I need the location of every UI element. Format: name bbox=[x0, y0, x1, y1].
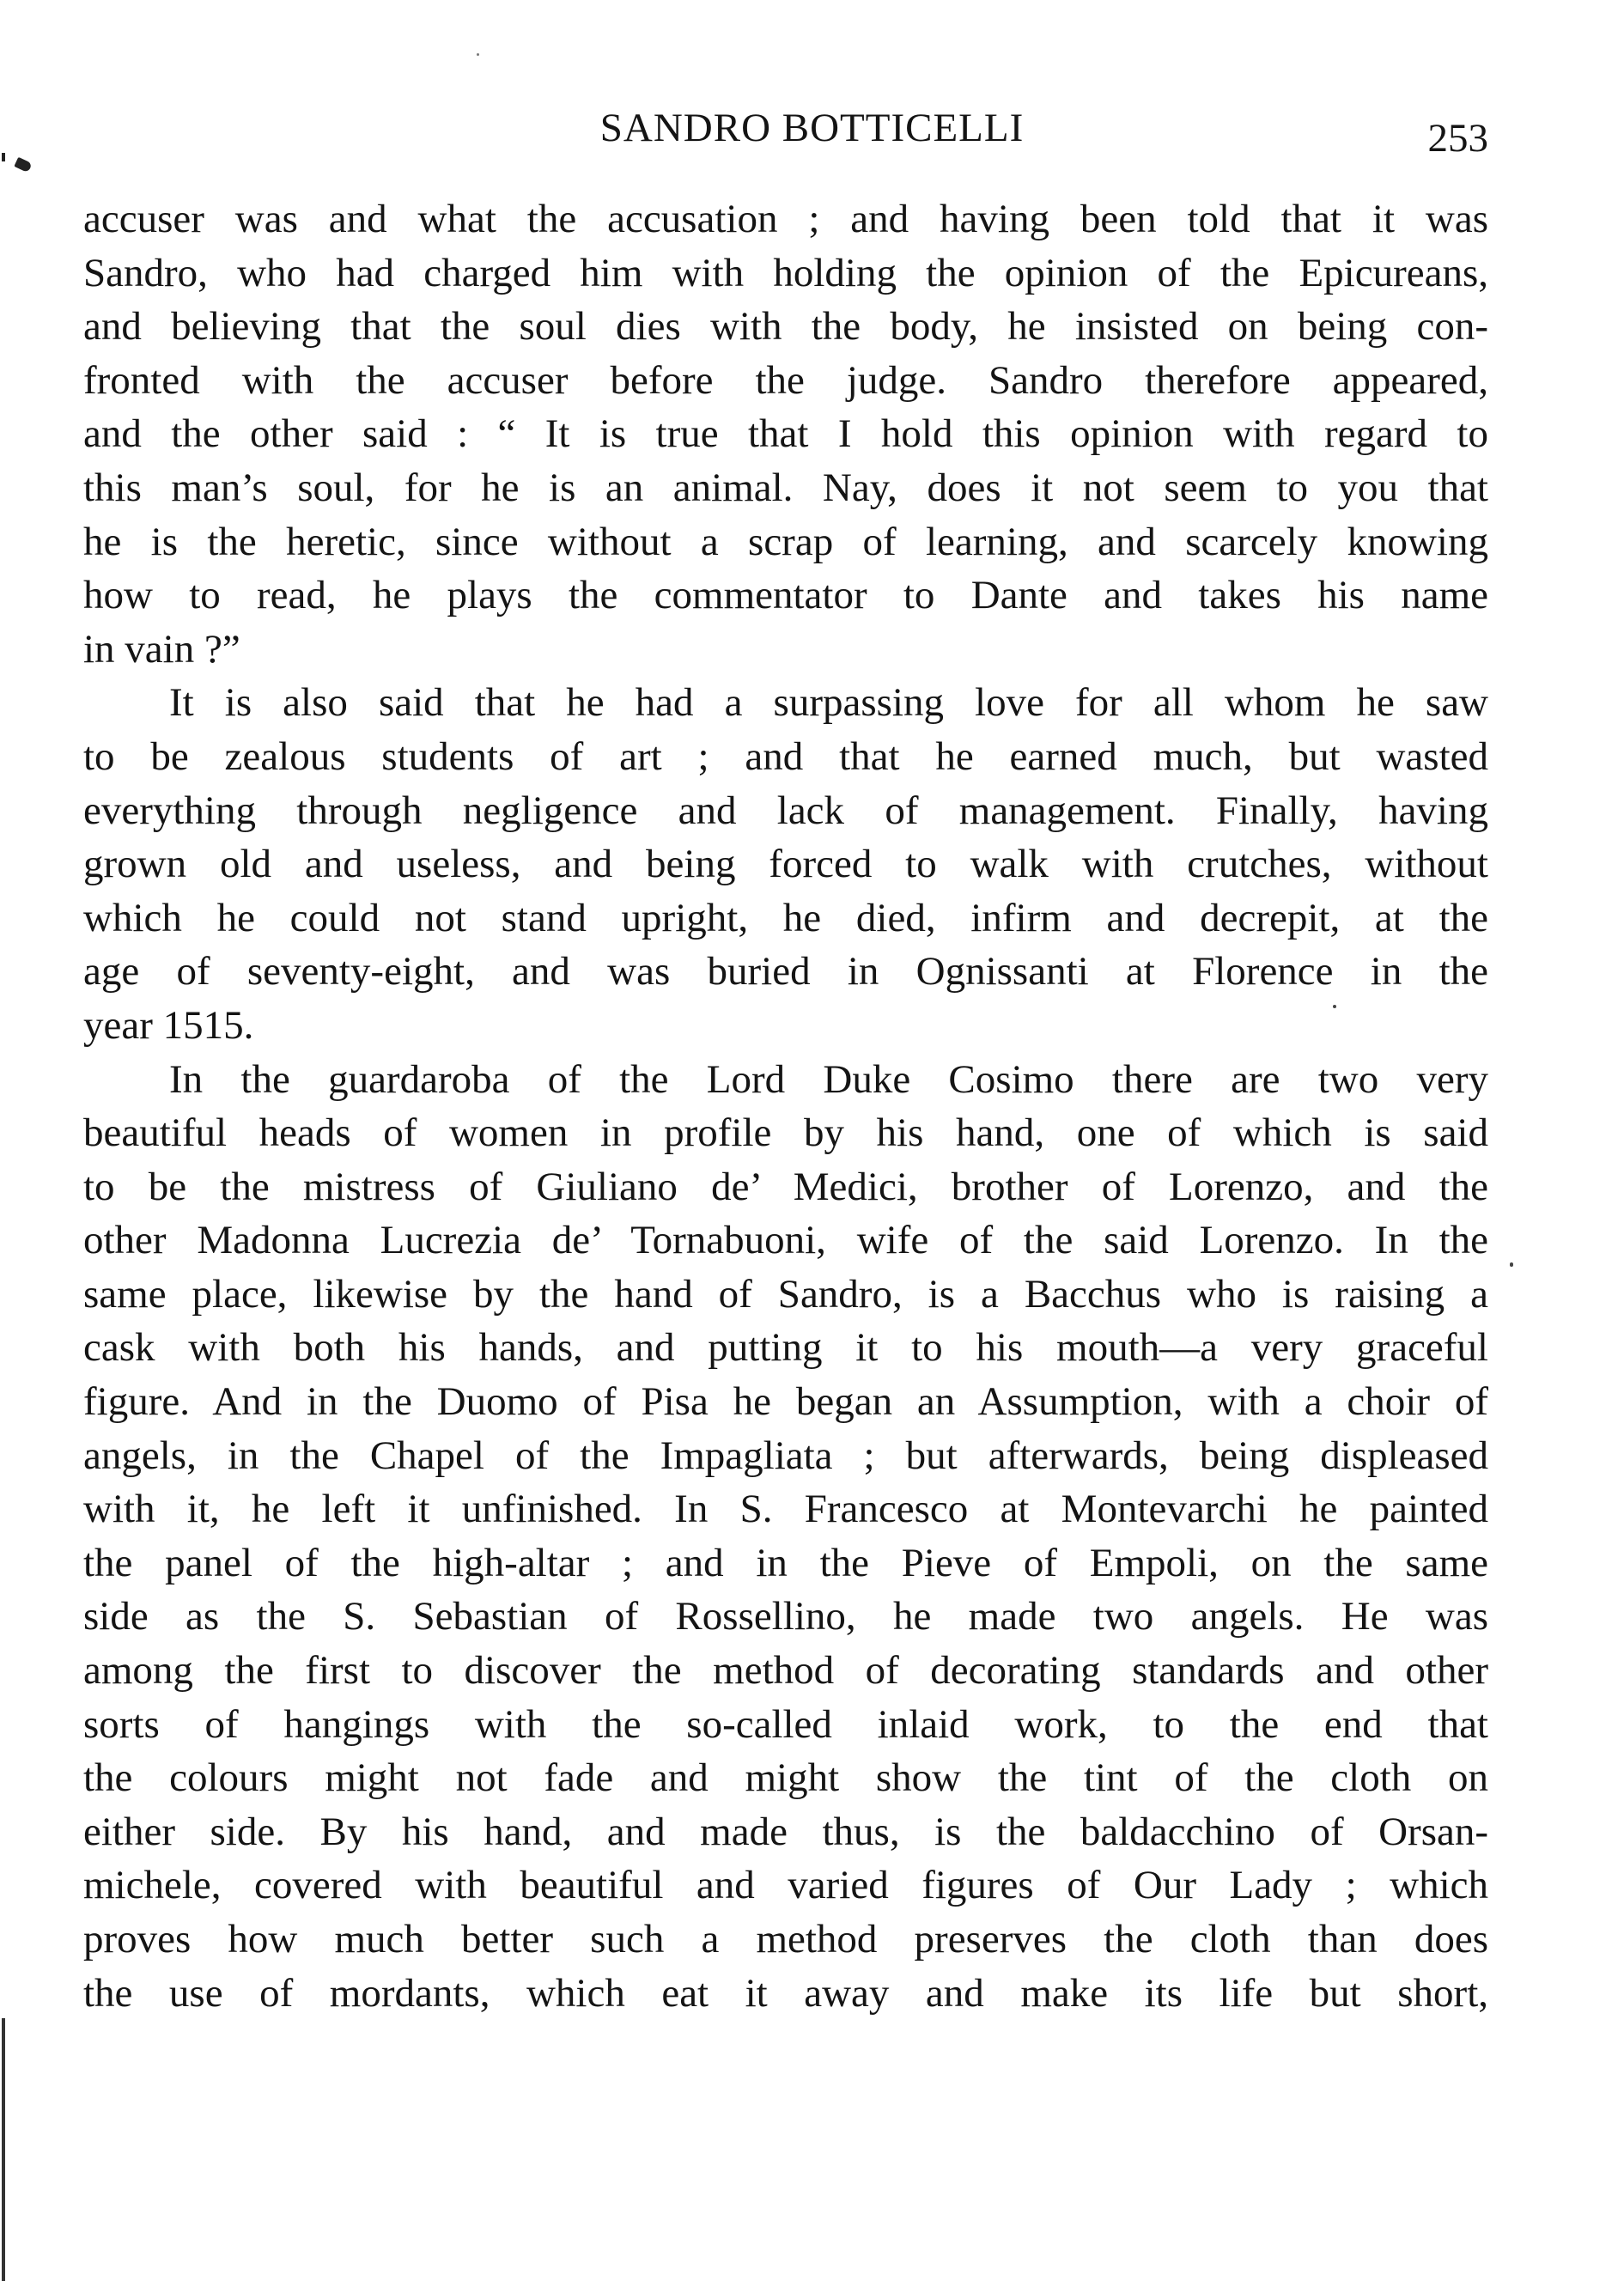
text-line: to be zealous students of art ; and that he earned much, but wasted bbox=[83, 733, 1488, 779]
text-line: accuser was and what the accusation ; and having been told that it was bbox=[83, 197, 1488, 241]
text-line: he is the heretic, since without a scrap of learning, and scarcely knowing bbox=[83, 519, 1488, 564]
text-line: either side. By his hand, and made thus, is the baldacchino of Orsan- bbox=[83, 1809, 1488, 1854]
text-line: year 1515. bbox=[83, 1002, 254, 1048]
corner-ink-mark bbox=[14, 157, 32, 173]
text-line: angels, in the Chapel of the Impagliata ; but afterwards, being displeased bbox=[83, 1432, 1488, 1478]
text-line: the colours might not fade and might show the tint of the cloth on bbox=[83, 1755, 1488, 1801]
text-line: and the other said : “ It is true that I hold this opinion with regard to bbox=[83, 411, 1488, 457]
text-line: age of seventy-eight, and was buried in Ognissanti at Florence in the bbox=[83, 949, 1488, 995]
body-text bbox=[83, 192, 1488, 2020]
paragraph-first-line: It is also said that he had a surpassing love for all whom he saw bbox=[169, 680, 1488, 726]
text-line: everything through negligence and lack of management. Finally, having bbox=[83, 788, 1488, 833]
text-line: cask with both his hands, and putting it to his mouth—a very graceful bbox=[83, 1325, 1488, 1371]
ink-speck bbox=[477, 53, 479, 56]
text-line: side as the S. Sebastian of Rossellino, he made two angels. He was bbox=[83, 1594, 1488, 1639]
page-edge-line bbox=[2, 2018, 5, 2281]
text-line: the use of mordants, which eat it away and make its life but short, bbox=[83, 1970, 1488, 2016]
text-line: and believing that the soul dies with the body, he insisted on being con- bbox=[83, 304, 1488, 350]
text-line: fronted with the accuser before the judge. Sandro therefore appeared, bbox=[83, 357, 1488, 403]
running-title: SANDRO BOTTICELLI bbox=[599, 106, 1025, 150]
text-line: how to read, he plays the commentator to Dante and takes his name bbox=[83, 573, 1488, 618]
text-line: other Madonna Lucrezia de’ Tornabuoni, wife of the said Lorenzo. In the bbox=[83, 1218, 1488, 1263]
text-line: this man’s soul, for he is an animal. Nay, does it not seem to you that bbox=[83, 465, 1488, 510]
text-line: beautiful heads of women in profile by his hand, one of which is said bbox=[83, 1110, 1488, 1156]
text-line: with it, he left it unfinished. In S. Francesco at Montevarchi he painted bbox=[83, 1487, 1488, 1532]
text-line: grown old and useless, and being forced to walk with crutches, without bbox=[83, 842, 1488, 887]
text-line: which he could not stand upright, he died, infirm and decrepit, at the bbox=[83, 895, 1488, 940]
text-line: sorts of hangings with the so-called inlaid work, to the end that bbox=[83, 1701, 1488, 1747]
text-line: the panel of the high-altar ; and in the Pieve of Empoli, on the same bbox=[83, 1540, 1488, 1585]
text-line: figure. And in the Duomo of Pisa he began an Assumption, with a choir of bbox=[83, 1379, 1488, 1425]
page-number: 253 bbox=[1427, 116, 1488, 161]
paragraph-first-line: In the guardaroba of the Lord Duke Cosimo there are two very bbox=[169, 1056, 1488, 1102]
text-line: in vain ?” bbox=[83, 626, 240, 672]
text-line: among the first to discover the method of decorating standards and other bbox=[83, 1648, 1488, 1694]
text-line: michele, covered with beautiful and varied figures of Our Lady ; which bbox=[83, 1863, 1488, 1908]
text-line: to be the mistress of Giuliano de’ Medici, brother of Lorenzo, and the bbox=[83, 1164, 1488, 1209]
text-line: same place, likewise by the hand of Sandro, is a Bacchus who is raising a bbox=[83, 1271, 1488, 1317]
text-line: proves how much better such a method preserves the cloth than does bbox=[83, 1917, 1488, 1962]
text-line: Sandro, who had charged him with holding the opinion of the Epicureans, bbox=[83, 250, 1488, 295]
ink-speck bbox=[1510, 1262, 1513, 1267]
running-head bbox=[0, 105, 1624, 161]
